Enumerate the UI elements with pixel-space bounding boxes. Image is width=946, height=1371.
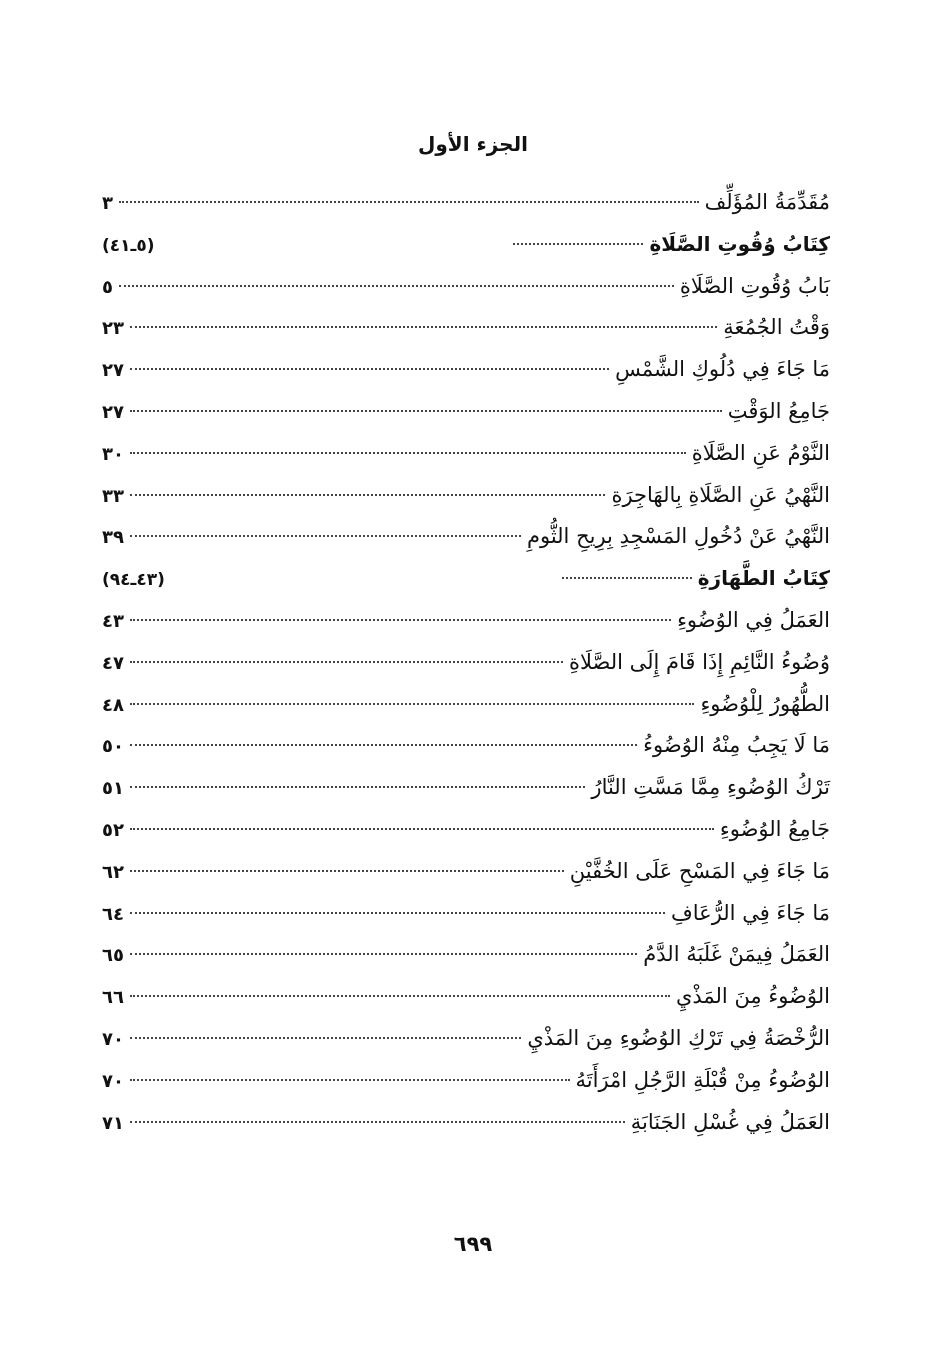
page-number: ٦٩٩	[453, 1232, 493, 1256]
toc-entry-title: مُقَدِّمَةُ المُؤَلِّف	[704, 190, 830, 214]
dot-leader	[130, 1013, 521, 1039]
toc-entry	[102, 809, 830, 851]
toc-page-number: ٢٣	[102, 318, 124, 340]
toc-page-number: ٧١	[102, 1112, 124, 1134]
toc-entry-title: النَّهْيُ عَنِ الصَّلَاةِ بِالهَاجِرَةِ	[611, 482, 830, 507]
toc-entry-title: وُضُوءُ النَّائِمِ إِذَا قَامَ إِلَى الصَّلَاةِ	[568, 649, 830, 674]
dot-leader	[130, 679, 694, 705]
toc-entry-title: مَا جَاءَ فِي المَسْحِ عَلَى الخُفَّيْنِ	[569, 858, 830, 883]
dot-leader	[562, 553, 692, 579]
toc-entry-title: العَمَلُ فِي الوُضُوءِ	[677, 607, 830, 632]
dot-leader	[130, 720, 637, 746]
toc-entry-title: بَابُ وُقُوتِ الصَّلَاةِ	[679, 273, 830, 298]
toc-page-number: ٤٨	[102, 694, 124, 716]
dot-leader	[130, 302, 717, 328]
toc-page-number: ٣٣	[102, 485, 124, 507]
toc-entry	[102, 684, 830, 726]
toc-entry	[102, 600, 830, 642]
toc-page-number: ٤٣	[102, 610, 124, 632]
toc-entry	[102, 1102, 830, 1144]
dot-leader	[130, 637, 563, 663]
toc-entry-title: وَقْتُ الجُمُعَةِ	[723, 315, 830, 340]
toc-entry	[102, 934, 830, 976]
toc-entry	[102, 893, 830, 935]
dot-leader	[130, 344, 609, 370]
toc-page-number: ٥٢	[102, 819, 124, 841]
toc-entry	[102, 475, 830, 517]
toc-page-number: ٥٠	[102, 736, 124, 758]
toc-entry-title: الطُّهُورُ لِلْوُضُوءِ	[700, 691, 830, 716]
toc-entry-title: مَا جَاءَ فِي دُلُوكِ الشَّمْسِ	[615, 357, 830, 382]
toc-page-number: ٦٤	[102, 903, 124, 925]
toc-page-number: ٣٩	[102, 527, 124, 549]
part-title: الجزء الأول	[418, 132, 528, 156]
toc-entry-title: الوُضُوءُ مِنْ قُبْلَةِ الرَّجُلِ امْرَأَتَهُ	[575, 1067, 830, 1092]
dot-leader	[119, 177, 699, 203]
toc-page-range: (٥ـ٤١)	[102, 235, 155, 256]
toc-entry-title: جَامِعُ الوَقْتِ	[727, 398, 830, 423]
toc-entry-title: كِتَابُ وُقُوتِ الصَّلَاةِ	[649, 231, 830, 256]
toc-entry-title: تَرْكُ الوُضُوءِ مِمَّا مَسَّتِ النَّارُ	[591, 775, 830, 800]
toc-book-heading	[102, 224, 830, 266]
toc-page-number: ٢٧	[102, 360, 124, 382]
toc-entry-title: الوُضُوءُ مِنَ المَذْيِ	[675, 984, 830, 1009]
toc-entry-title: مَا لَا يَجِبُ مِنْهُ الوُضُوءُ	[643, 733, 830, 758]
toc-entry	[102, 642, 830, 684]
dot-leader	[130, 804, 714, 830]
dot-leader	[130, 595, 671, 621]
toc-entry	[102, 391, 830, 433]
toc-entry	[102, 349, 830, 391]
toc-entry-title: العَمَلُ فِيمَنْ غَلَبَهُ الدَّمُ	[643, 942, 830, 967]
toc-entry	[102, 976, 830, 1018]
toc-entry-title: الرُّخْصَةُ فِي تَرْكِ الوُضُوءِ مِنَ المَذْيِ	[527, 1025, 830, 1050]
dot-leader	[513, 219, 643, 245]
toc-entry	[102, 1018, 830, 1060]
toc-entry	[102, 725, 830, 767]
toc-entry	[102, 851, 830, 893]
toc-entry	[102, 1060, 830, 1102]
toc-entry-title: كِتَابُ الطَّهَارَةِ	[697, 566, 830, 591]
toc-entry	[102, 266, 830, 308]
toc-page-number: ٣٠	[102, 443, 124, 465]
toc-entry-title: مَا جَاءَ فِي الرُّعَافِ	[671, 900, 830, 925]
toc-page-number: ٣	[102, 193, 113, 214]
dot-leader	[130, 1055, 570, 1081]
toc-entry	[102, 433, 830, 475]
toc-page-number: ٦٥	[102, 945, 124, 967]
toc-entry	[102, 767, 830, 809]
dot-leader	[130, 929, 637, 955]
dot-leader	[130, 386, 722, 412]
dot-leader	[130, 1097, 625, 1123]
dot-leader	[130, 470, 605, 496]
dot-leader	[119, 261, 674, 287]
toc-page-number: ٢٧	[102, 401, 124, 423]
toc-page-number: ٧٠	[102, 1070, 124, 1092]
toc-page-number: ٦٢	[102, 861, 124, 883]
toc-page-number: ٦٦	[102, 987, 124, 1009]
dot-leader	[130, 888, 665, 914]
toc-entry	[102, 516, 830, 558]
toc-page-number: ٤٧	[102, 652, 124, 674]
dot-leader	[130, 428, 686, 454]
toc-book-heading	[102, 558, 830, 600]
toc-page-range: (٤٣ـ٩٤)	[102, 570, 165, 591]
toc-entry-title: النَّوْمُ عَنِ الصَّلَاةِ	[691, 440, 830, 465]
dot-leader	[130, 971, 670, 997]
table-of-contents	[102, 182, 830, 1143]
dot-leader	[130, 846, 564, 872]
toc-page-number: ٧٠	[102, 1028, 124, 1050]
toc-entry-title: النَّهْيُ عَنْ دُخُولِ المَسْجِدِ بِرِيحِ الثُّومِ	[526, 524, 830, 549]
toc-entry	[102, 182, 830, 224]
toc-entry-title: جَامِعُ الوُضُوءِ	[719, 816, 830, 841]
toc-page-number: ٥	[102, 276, 113, 298]
dot-leader	[130, 511, 521, 537]
toc-entry-title: العَمَلُ فِي غُسْلِ الجَنَابَةِ	[630, 1109, 830, 1134]
dot-leader	[130, 762, 585, 788]
toc-page-number: ٥١	[102, 778, 124, 800]
toc-entry	[102, 307, 830, 349]
